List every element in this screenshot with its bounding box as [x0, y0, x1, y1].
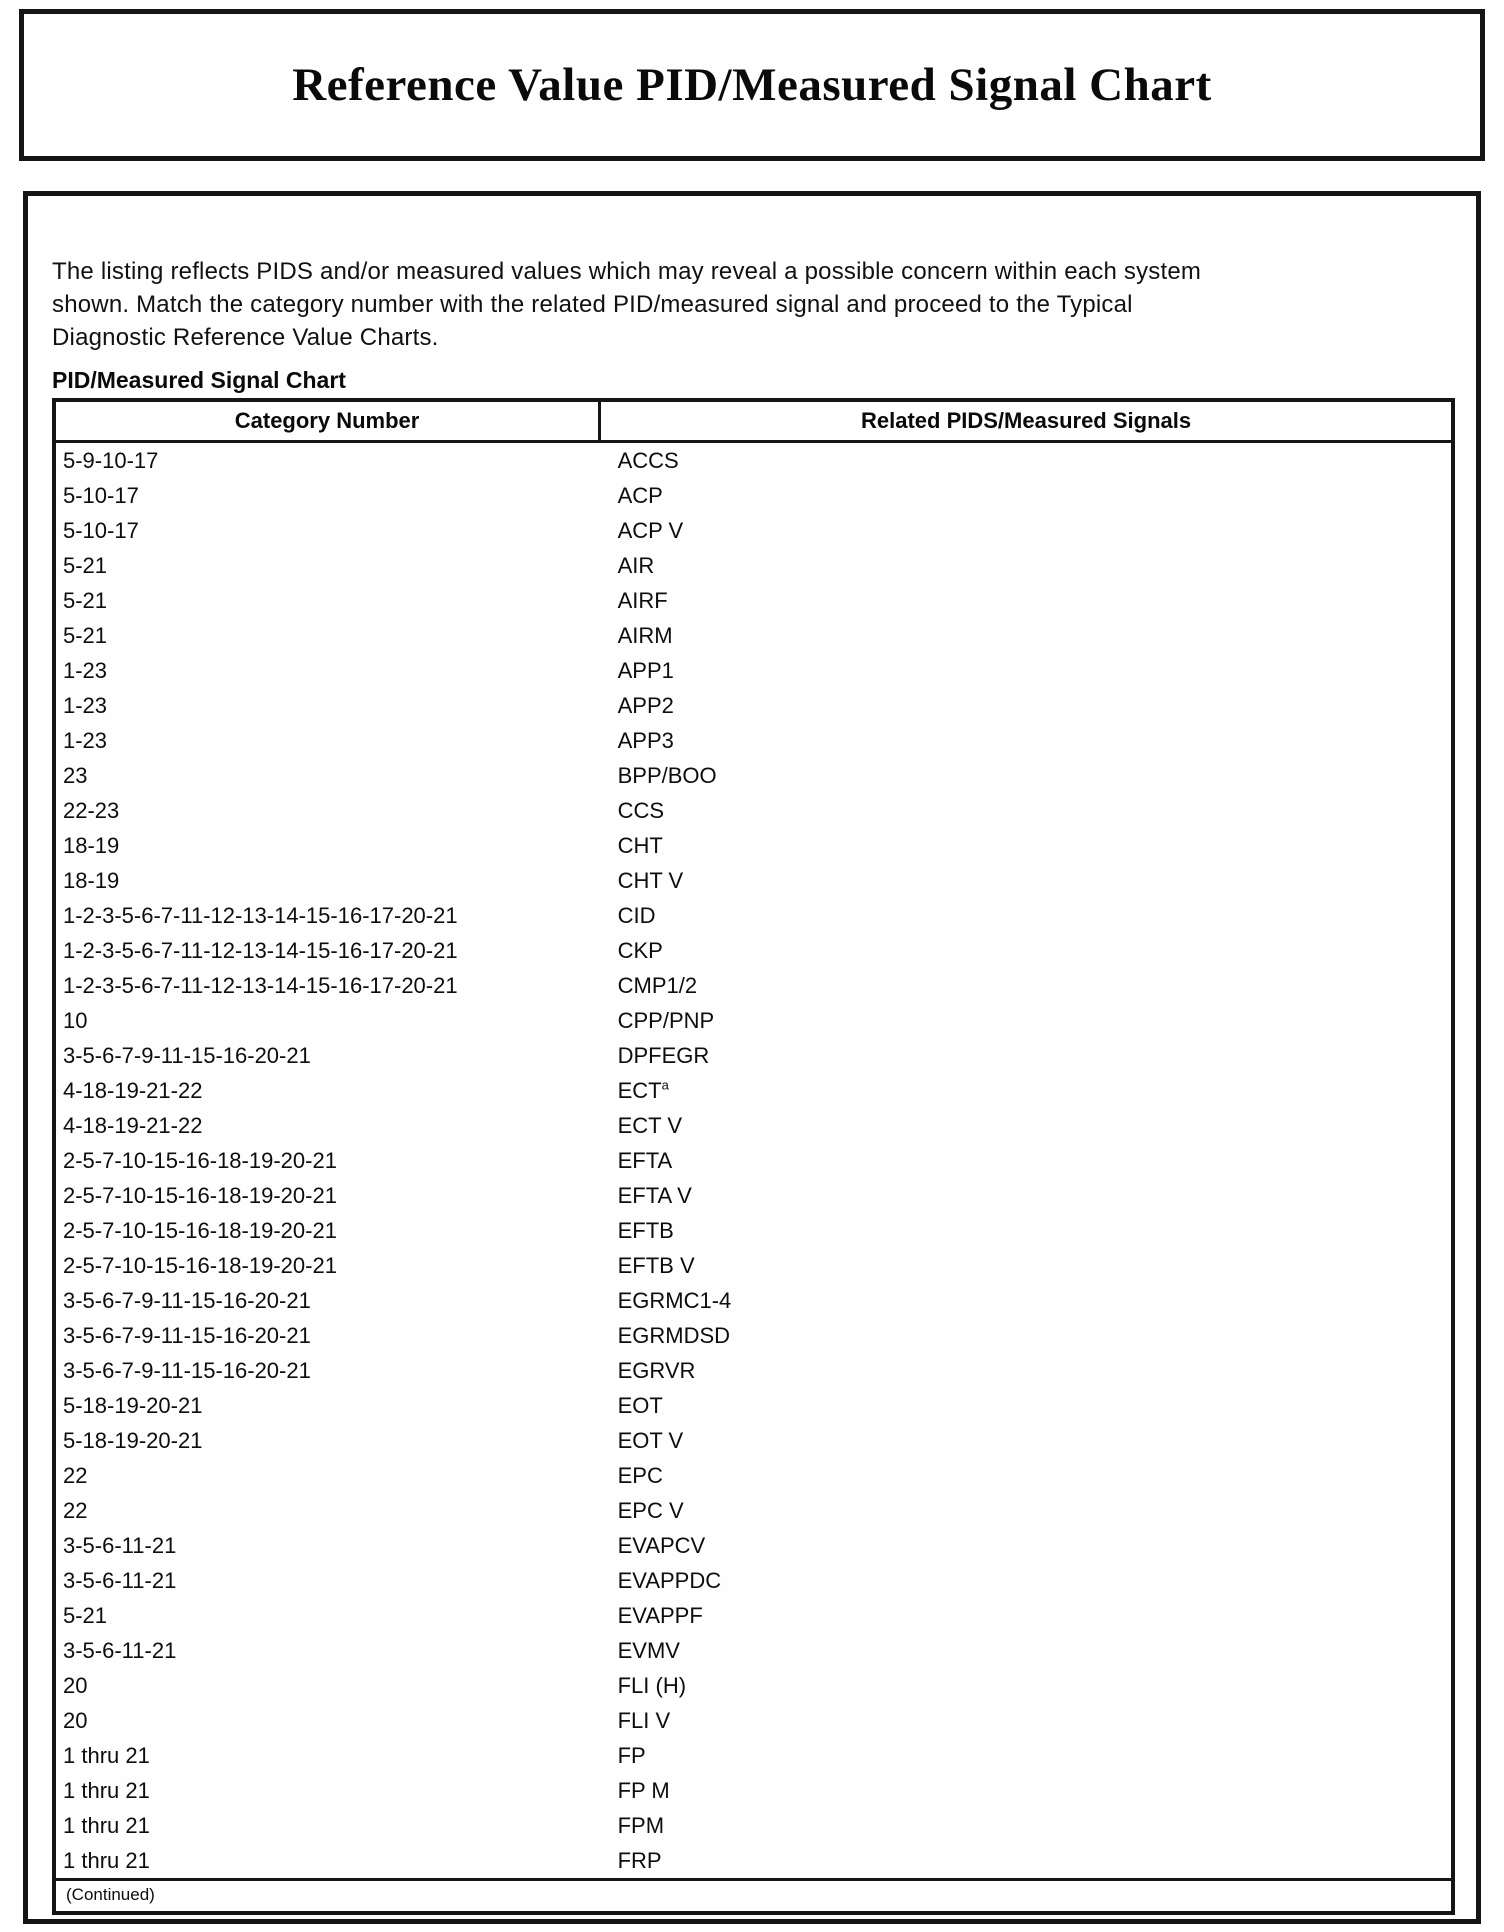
category-cell: 1-2-3-5-6-7-11-12-13-14-15-16-17-20-21 [63, 902, 458, 928]
table-row [54, 933, 1453, 968]
category-cell: 1 thru 21 [63, 1812, 150, 1838]
signal-cell: APP2 [617, 692, 674, 718]
table-row [54, 1773, 1453, 1808]
table-row [54, 1178, 1453, 1213]
table-row [54, 968, 1453, 1003]
category-cell: 20 [63, 1707, 88, 1733]
signal-cell: ACP [617, 482, 663, 508]
signal-cell: CID [617, 902, 656, 928]
table-body [54, 442, 1453, 1880]
table-footer [54, 1880, 1453, 1914]
table-header [54, 400, 1453, 442]
signal-cell: EPC [617, 1462, 663, 1488]
category-cell: 1-23 [63, 692, 108, 718]
signal-cell: EOT V [617, 1427, 684, 1453]
signal-cell: APP1 [617, 657, 674, 683]
table-row [54, 1843, 1453, 1880]
table-row [54, 1353, 1453, 1388]
signal-cell: EOT [617, 1392, 663, 1418]
signal-cell: CHT V [617, 867, 684, 893]
signal-cell: FLI V [617, 1707, 671, 1733]
table-row [54, 688, 1453, 723]
category-cell: 3-5-6-11-21 [63, 1532, 177, 1558]
category-cell: 23 [63, 762, 88, 788]
category-cell: 5-21 [63, 1602, 108, 1628]
table-row [54, 758, 1453, 793]
table-row [54, 1458, 1453, 1493]
table-row [54, 1248, 1453, 1283]
signal-cell: FP [617, 1742, 646, 1768]
table-row [54, 653, 1453, 688]
category-cell: 2-5-7-10-15-16-18-19-20-21 [63, 1217, 337, 1243]
table-row [54, 1703, 1453, 1738]
category-cell: 20 [63, 1672, 88, 1698]
table-row [54, 1213, 1453, 1248]
category-cell: 5-21 [63, 552, 108, 578]
category-cell: 18-19 [63, 867, 120, 893]
signal-cell: EFTA [617, 1147, 673, 1173]
signal-cell: FLI (H) [617, 1672, 687, 1698]
signal-cell: EFTA V [617, 1182, 692, 1208]
table-heading: PID/Measured Signal Chart [52, 367, 346, 393]
signal-cell: ECT$^a$ [617, 1077, 669, 1103]
table-row [54, 513, 1453, 548]
category-cell: 1 thru 21 [63, 1847, 150, 1873]
category-cell: 1 thru 21 [63, 1777, 150, 1803]
signal-cell: EPC V [617, 1497, 684, 1523]
table-row [54, 1073, 1453, 1108]
category-cell: 1-2-3-5-6-7-11-12-13-14-15-16-17-20-21 [63, 937, 458, 963]
category-cell: 2-5-7-10-15-16-18-19-20-21 [63, 1147, 337, 1173]
col-header-related-signals: Related PIDS/Measured Signals [600, 400, 1453, 442]
signal-cell: FRP [617, 1847, 662, 1873]
category-cell: 5-10-17 [63, 482, 139, 508]
table-row [54, 478, 1453, 513]
table-row [54, 1808, 1453, 1843]
table-row [54, 583, 1453, 618]
signal-cell: CKP [617, 937, 663, 963]
table-row [54, 1598, 1453, 1633]
signal-cell: CPP/PNP [617, 1007, 715, 1033]
signal-cell: EGRMC1-4 [617, 1287, 732, 1313]
intro-text: The listing reflects PIDS and/or measured values which may reveal a possible concern within each system shown. Match the category number with the related PID/measured signal and proceed to the Typical Diagnostic Reference Value Charts. [52, 258, 1202, 351]
table-row [54, 1528, 1453, 1563]
signal-cell: CHT [617, 832, 663, 858]
category-cell: 1-23 [63, 657, 108, 683]
table-row [54, 618, 1453, 653]
table-row [54, 723, 1453, 758]
category-cell: 3-5-6-7-9-11-15-16-20-21 [63, 1357, 311, 1383]
table-row [54, 1038, 1453, 1073]
signal-cell: EVAPCV [617, 1532, 706, 1558]
table-row [54, 1668, 1453, 1703]
signal-cell: ACCS [617, 447, 679, 473]
table-header-row [54, 400, 1453, 442]
signal-cell: DPFEGR [617, 1042, 710, 1068]
category-cell: 4-18-19-21-22 [63, 1077, 203, 1103]
table-row [54, 1388, 1453, 1423]
category-cell: 2-5-7-10-15-16-18-19-20-21 [63, 1182, 337, 1208]
table-row [54, 793, 1453, 828]
title-box [19, 9, 1485, 161]
category-cell: 18-19 [63, 832, 120, 858]
category-cell: 5-18-19-20-21 [63, 1427, 203, 1453]
category-cell: 5-21 [63, 622, 108, 648]
page-title: Reference Value PID/Measured Signal Chart [292, 59, 1212, 111]
signal-cell: FPM [617, 1812, 665, 1838]
category-cell: 22-23 [63, 797, 120, 823]
signal-cell: EVAPPDC [617, 1567, 722, 1593]
category-cell: 5-21 [63, 587, 108, 613]
table-row [54, 1003, 1453, 1038]
category-cell: 1 thru 21 [63, 1742, 150, 1768]
table-row [54, 1738, 1453, 1773]
table-row [54, 1563, 1453, 1598]
category-cell: 5-18-19-20-21 [63, 1392, 203, 1418]
table-row [54, 898, 1453, 933]
category-cell: 1-23 [63, 727, 108, 753]
category-cell: 5-10-17 [63, 517, 139, 543]
category-cell: 22 [63, 1497, 88, 1523]
category-cell: 2-5-7-10-15-16-18-19-20-21 [63, 1252, 337, 1278]
category-cell: 3-5-6-7-9-11-15-16-20-21 [63, 1287, 311, 1313]
signal-cell: CMP1/2 [617, 972, 698, 998]
category-cell: 22 [63, 1462, 88, 1488]
table-footer-row [54, 1880, 1453, 1914]
signal-cell: ECT V [617, 1112, 682, 1138]
main-content-box [23, 191, 1481, 1924]
signal-cell: FP M [617, 1777, 670, 1803]
continued-note: (Continued) [54, 1880, 1453, 1914]
table-row [54, 1143, 1453, 1178]
table-row [54, 828, 1453, 863]
category-cell: 10 [63, 1007, 88, 1033]
signal-cell: AIRF [617, 587, 668, 613]
table-row [54, 863, 1453, 898]
pid-signal-table [52, 398, 1455, 1915]
table-row [54, 1318, 1453, 1353]
category-cell: 3-5-6-11-21 [63, 1637, 177, 1663]
table-row [54, 442, 1453, 479]
col-header-category-number: Category Number [54, 400, 600, 442]
category-cell: 4-18-19-21-22 [63, 1112, 203, 1138]
category-cell: 5-9-10-17 [63, 447, 159, 473]
category-cell: 1-2-3-5-6-7-11-12-13-14-15-16-17-20-21 [63, 972, 458, 998]
signal-cell: EGRVR [617, 1357, 696, 1383]
signal-cell: EFTB V [617, 1252, 695, 1278]
signal-cell: ACP V [617, 517, 684, 543]
signal-cell: EGRMDSD [617, 1322, 731, 1348]
table-row [54, 548, 1453, 583]
table-row [54, 1493, 1453, 1528]
table-row [54, 1283, 1453, 1318]
table-row [54, 1108, 1453, 1143]
signal-cell: AIR [617, 552, 655, 578]
signal-cell: BPP/BOO [617, 762, 717, 788]
category-cell: 3-5-6-11-21 [63, 1567, 177, 1593]
table-row [54, 1423, 1453, 1458]
category-cell: 3-5-6-7-9-11-15-16-20-21 [63, 1042, 311, 1068]
table-row [54, 1633, 1453, 1668]
signal-cell: EVMV [617, 1637, 680, 1663]
signal-cell: APP3 [617, 727, 674, 753]
signal-cell: AIRM [617, 622, 673, 648]
signal-cell: EVAPPF [617, 1602, 703, 1628]
signal-cell: CCS [617, 797, 665, 823]
signal-cell: EFTB [617, 1217, 674, 1243]
category-cell: 3-5-6-7-9-11-15-16-20-21 [63, 1322, 311, 1348]
